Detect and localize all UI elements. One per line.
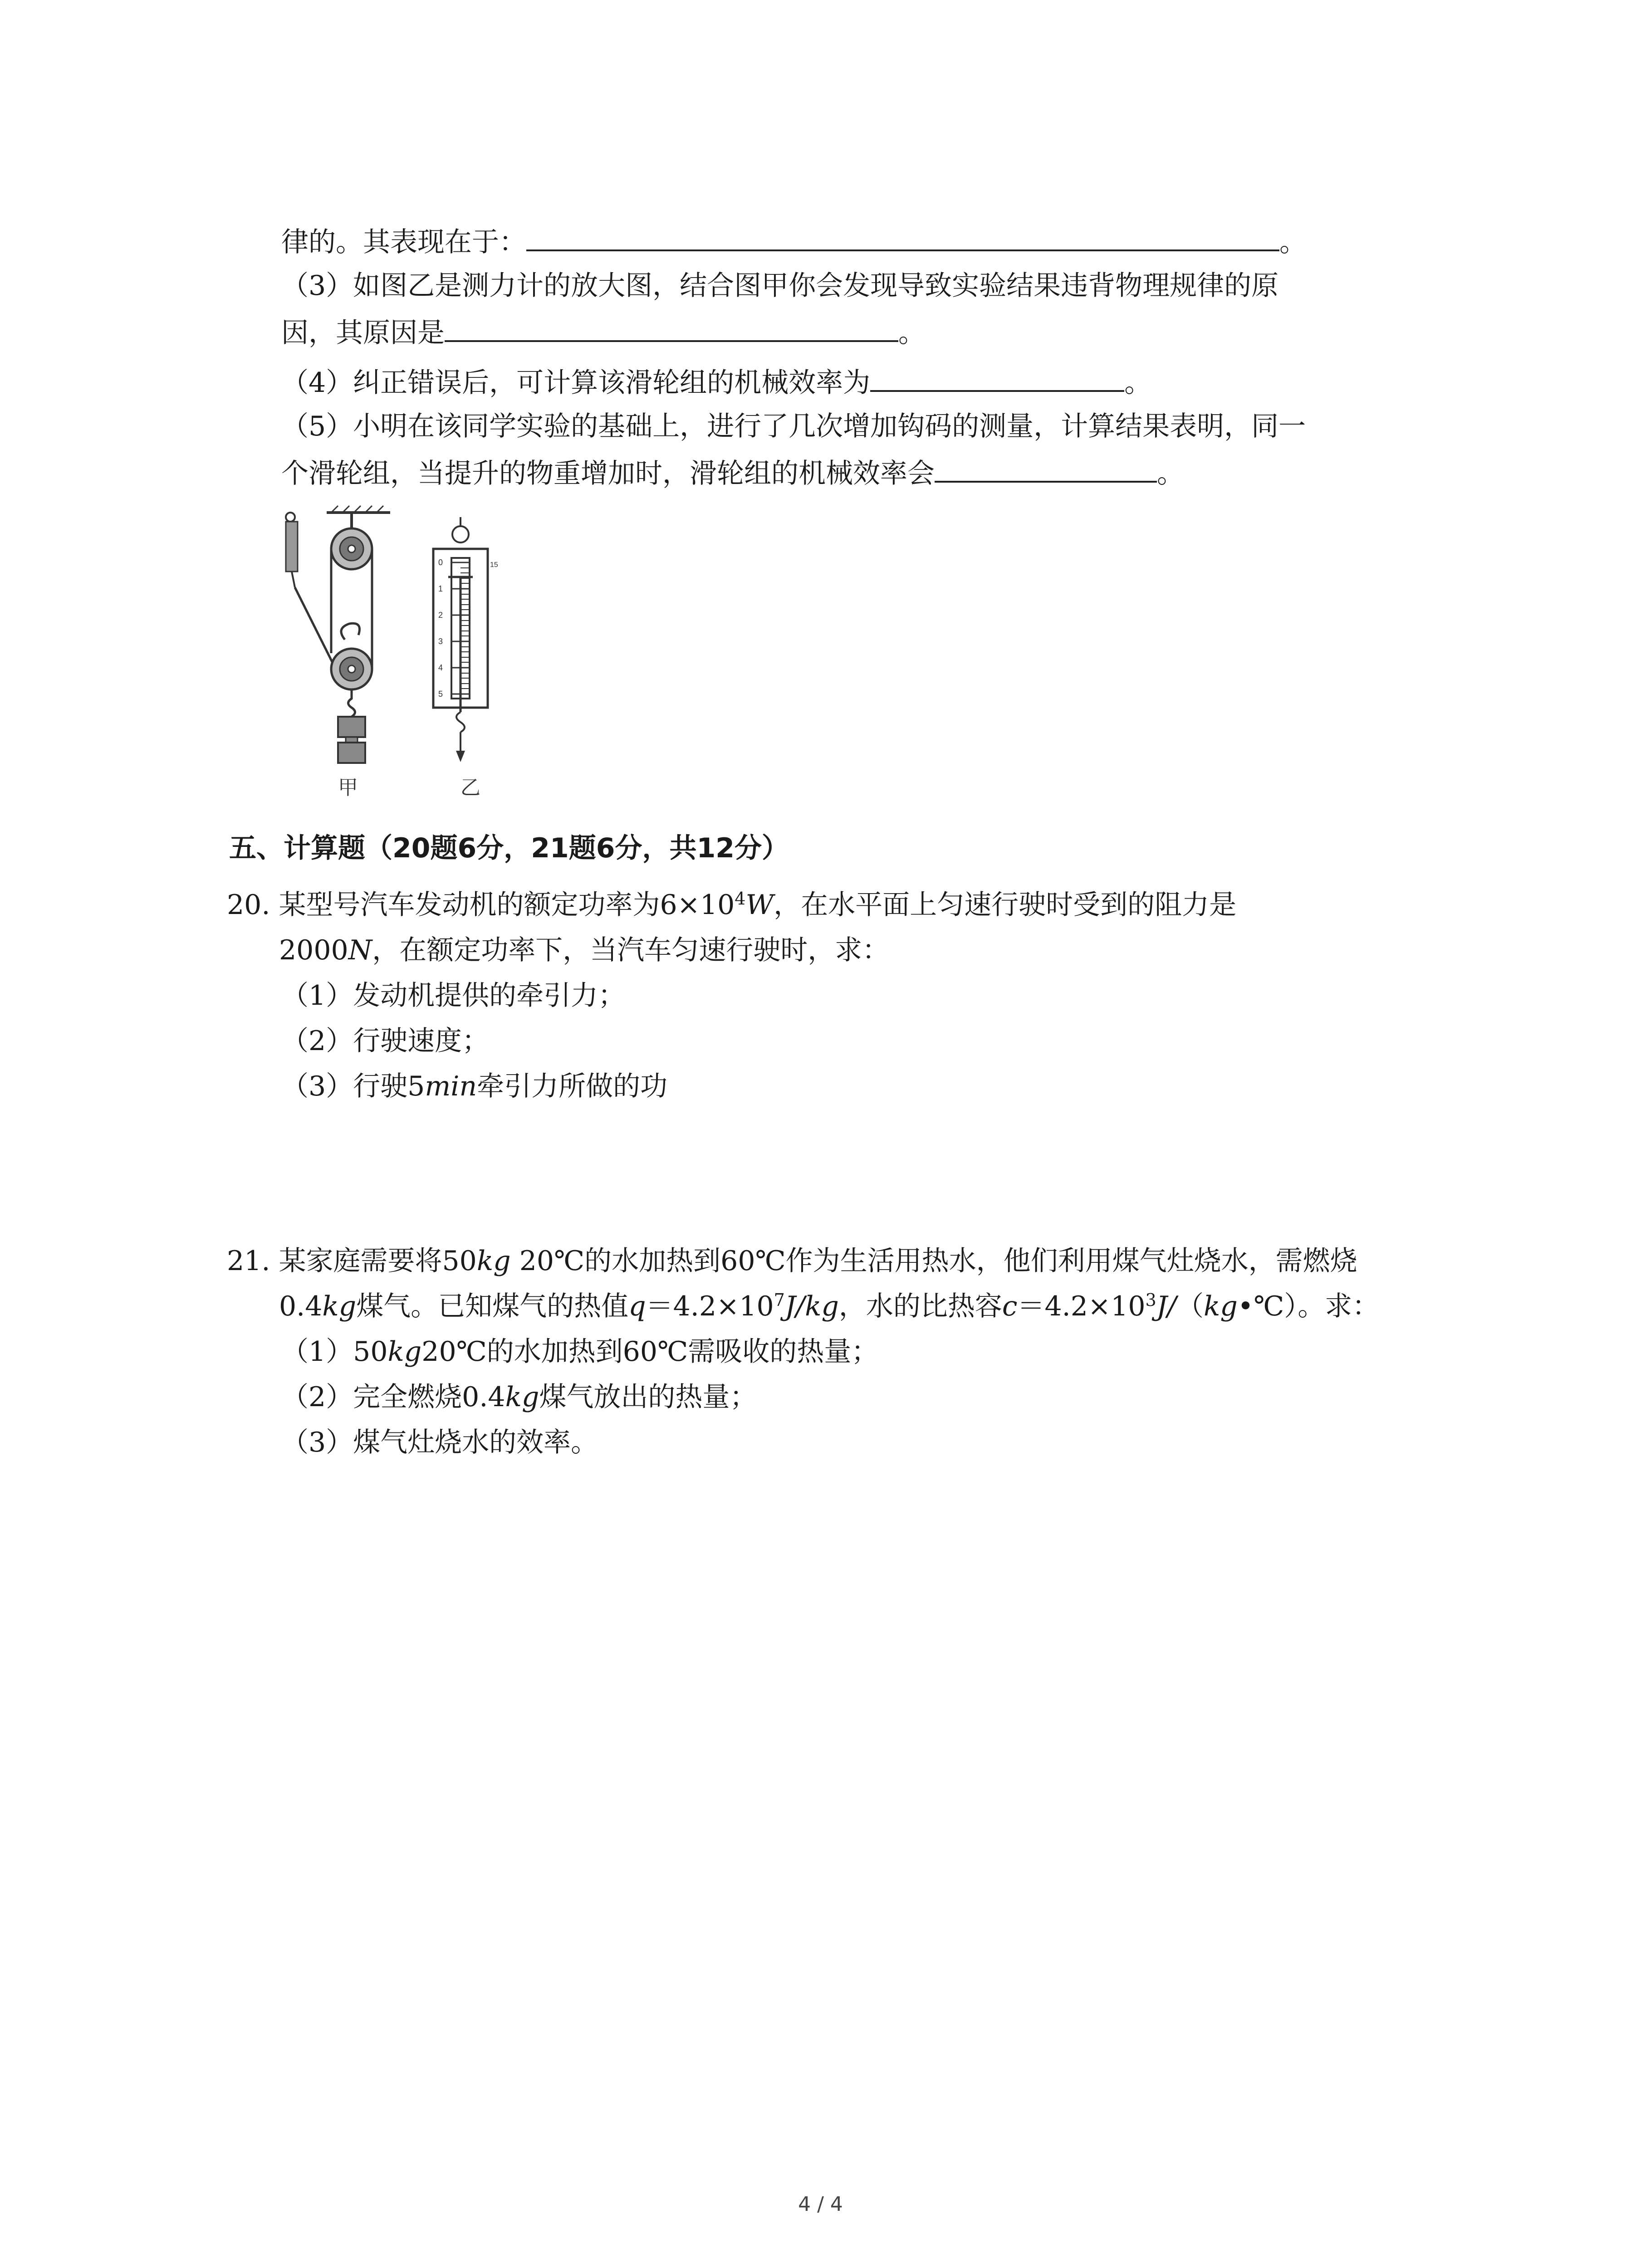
q20-text-3: ，在额定功率下，当汽车匀速行驶时，求： xyxy=(372,934,890,966)
spring-balance-figure xyxy=(426,517,517,771)
q21-line-1 xyxy=(227,1243,1357,1279)
answer-blank-reason[interactable] xyxy=(445,313,898,342)
q20-sub-2: （2）行驶速度； xyxy=(281,1025,490,1057)
q21-number: 21. xyxy=(227,1245,270,1277)
spring-scale-small xyxy=(286,513,298,587)
q21-sub-2 xyxy=(281,1379,757,1415)
ceiling-support xyxy=(327,506,390,528)
answer-blank-efficiency[interactable] xyxy=(870,363,1124,392)
q20-line-2 xyxy=(279,932,889,968)
exponent: 4 xyxy=(735,889,746,909)
q20-text-2: ，在水平面上匀速行驶时受到的阻力是 xyxy=(774,889,1237,921)
q19-part5-text: （5）小明在该同学实验的基础上，进行了几次增加钩码的测量，计算结果表明，同一 xyxy=(281,411,1306,442)
answer-blank-trend[interactable] xyxy=(935,454,1157,483)
unit: kg xyxy=(505,1381,539,1413)
q19-part3-text: （3）如图乙是测力计的放大图，结合图甲你会发现导致实验结果违背物理规律的原 xyxy=(281,270,1279,302)
unit: W xyxy=(745,889,774,921)
q21-sub-2-text: （2）完全燃烧0.4 xyxy=(281,1381,505,1413)
unit: kg xyxy=(1204,1290,1238,1322)
q21-sub-3: （3）煤气灶烧水的效率。 xyxy=(281,1427,598,1458)
q21-line-2 xyxy=(279,1288,1379,1325)
q20-text: 某型号汽车发动机的额定功率为6×10 xyxy=(279,889,735,921)
punct: 。 xyxy=(1124,367,1152,399)
q21-text-3: 煤气。已知煤气的热值 xyxy=(356,1290,629,1322)
q19-part3-text-2: 因，其原因是 xyxy=(281,317,445,349)
unit: kg xyxy=(387,1336,422,1368)
unit: J/kg xyxy=(784,1290,839,1322)
punct: （ xyxy=(1176,1290,1204,1322)
punct: 。 xyxy=(1279,226,1307,258)
tick-label: 4 xyxy=(438,663,443,672)
fixed-pulley xyxy=(331,528,372,569)
balance-ring xyxy=(452,517,469,543)
exponent: 3 xyxy=(1145,1290,1156,1310)
variable: q xyxy=(628,1290,646,1322)
pulley-system-figure xyxy=(272,503,408,771)
q21-text-2: 20℃的水加热到60℃作为生活用热水，他们利用煤气灶烧水，需燃烧 xyxy=(510,1245,1357,1277)
tick-label-top-right: 15 xyxy=(490,561,498,569)
q19-part5-line-1 xyxy=(281,408,1306,445)
unit: kg xyxy=(476,1245,511,1277)
tick-label: 3 xyxy=(438,637,443,646)
q21-text-5: •℃）。求： xyxy=(1237,1290,1380,1322)
q20-sub-3-text: （3）行驶5 xyxy=(281,1070,425,1102)
tick-label: 5 xyxy=(438,689,443,699)
q21-sub-1-text: （1）50 xyxy=(281,1336,388,1368)
q19-part3-line-1 xyxy=(281,268,1279,304)
figure-label-jia: 甲 xyxy=(338,776,358,799)
q21-sub-1 xyxy=(281,1334,878,1370)
punct: 。 xyxy=(1157,458,1184,489)
exponent: 7 xyxy=(774,1290,785,1310)
q19-part3-line-2 xyxy=(281,313,926,351)
tick-label: 2 xyxy=(438,611,443,620)
value: ＝4.2×10 xyxy=(646,1290,774,1322)
q20-sub-3 xyxy=(281,1068,667,1105)
figure-label-yi: 乙 xyxy=(460,776,480,799)
unit: N xyxy=(348,934,372,966)
q21-text: 某家庭需要将50 xyxy=(279,1245,477,1277)
q20-number: 20. xyxy=(227,889,270,921)
value: 0.4 xyxy=(279,1290,323,1322)
q19-part5-text-2: 个滑轮组，当提升的物重增加时，滑轮组的机械效率会 xyxy=(281,458,935,489)
q21-sub-1-text-2: 20℃的水加热到60℃需吸收的热量； xyxy=(421,1336,879,1368)
q21-text-4: ，水的比热容 xyxy=(838,1290,1002,1322)
hook-weights xyxy=(338,717,365,763)
unit: J/ xyxy=(1156,1290,1177,1322)
punct: 。 xyxy=(898,317,926,349)
variable: c xyxy=(1002,1290,1018,1322)
q19-part4-text: （4）纠正错误后，可计算该滑轮组的机械效率为 xyxy=(281,367,871,399)
section-heading: 五、计算题（20题6分，21题6分，共12分） xyxy=(229,832,789,864)
tick-label: 0 xyxy=(438,558,443,567)
value: ＝4.2×10 xyxy=(1017,1290,1146,1322)
movable-pulley xyxy=(331,623,372,717)
answer-blank-expression[interactable] xyxy=(526,222,1279,251)
q19-part4-line xyxy=(281,363,1151,401)
unit: min xyxy=(425,1070,477,1102)
q19-line-1 xyxy=(281,222,1307,260)
q19-part5-line-2 xyxy=(281,454,1184,492)
tick-label: 1 xyxy=(438,584,443,593)
q21-sub-2-text-2: 煤气放出的热量； xyxy=(539,1381,757,1413)
q20-sub-3-text-2: 牵引力所做的功 xyxy=(477,1070,668,1102)
q20-sub-1: （1）发动机提供的牵引力； xyxy=(281,980,626,1012)
value: 2000 xyxy=(279,934,348,966)
q20-line-1 xyxy=(227,887,1236,923)
page-number: 4 / 4 xyxy=(798,2193,843,2216)
unit: kg xyxy=(322,1290,357,1322)
q19-text: 律的。其表现在于： xyxy=(281,226,526,258)
